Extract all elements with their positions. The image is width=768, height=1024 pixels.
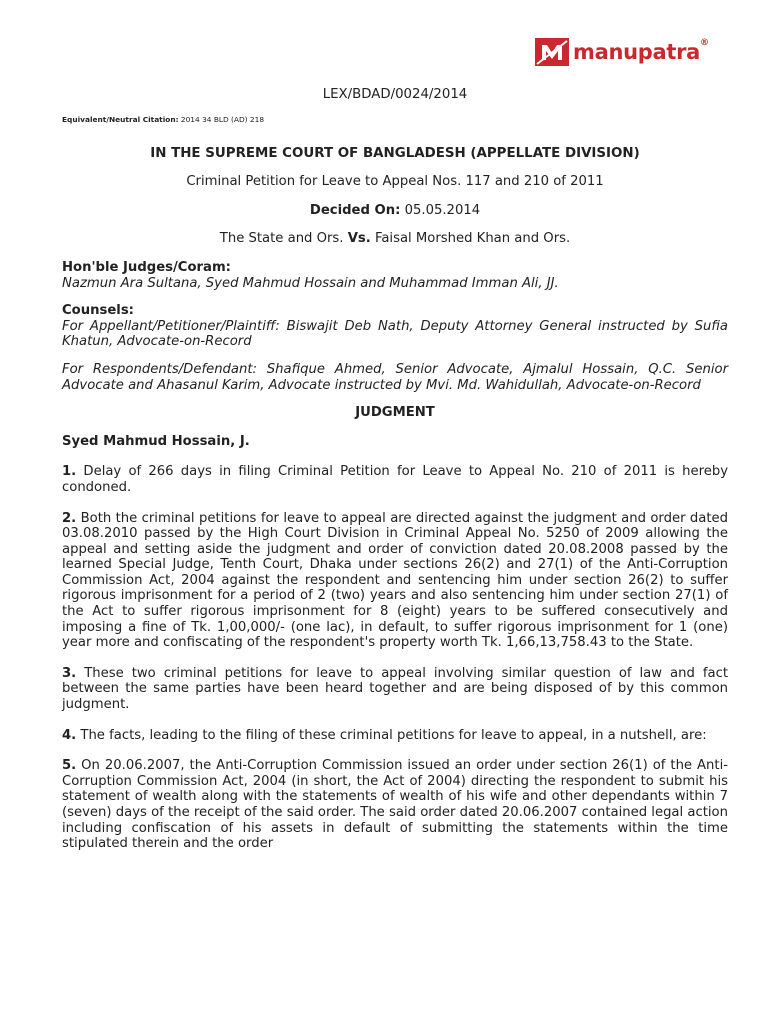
judgment-heading: JUDGMENT <box>355 405 435 421</box>
decided-on <box>62 203 728 219</box>
counsels-section <box>62 303 728 393</box>
judges-names: Nazmun Ara Sultana, Syed Mahmud Hossain and Muhammad Imman Ali, JJ. <box>62 275 559 291</box>
paragraph <box>62 511 728 651</box>
neutral-citation <box>62 115 728 125</box>
paragraph-text: Delay of 266 days in filing Criminal Petition for Leave to Appeal No. 210 of 2011 is hereby condoned. <box>62 464 728 495</box>
versus: Vs. <box>347 231 371 247</box>
paragraph-number: 5. <box>62 758 77 774</box>
court-title: IN THE SUPREME COURT OF BANGLADESH (APPELLATE DIVISION) <box>150 145 640 161</box>
paragraph-text: Both the criminal petitions for leave to appeal are directed against the judgment and order dated 03.08.2010 passed by the High Court Division in Criminal Appeal No. 5250 of 2009 allowing the appeal and setting aside the judgment and order of conviction dated 20.08.2008 passed by the learned Special Judge, Tenth Court, Dhaka under sections 26(2) and 27(1) of the Anti-Corruption Commission Act, 2004 against the respondent and sentencing him under section 26(2) to suffer rigorous imprisonment for a period of 2 (two) years and also sentencing him under section 27(1) of the Act to suffer rigorous imprisonment for 8 (eight) years to be suffered consecutively and imposing a fine of Tk. 1,00,000/- (one lac), in default, to suffer rigorous imprisonment for 1 (one) year more and confiscating of the respondent's property worth Tk. 1,66,13,758.43 to the State. <box>62 510 728 651</box>
paragraph-text: On 20.06.2007, the Anti-Corruption Commission issued an order under section 26(1) of the Anti-Corruption Commission Act, 2004 (in short, the Act of 2004) directing the respondent to submit his statement of wealth along with the statements of wealth of his wife and other dependants within 7 (seven) days of the receipt of the said order. The said order dated 20.06.2007 contained legal action including confiscation of his assets in default of submitting the statements within the time stipulated therein and the order <box>62 758 728 852</box>
paragraph <box>62 464 728 495</box>
document-reference: LEX/BDAD/0024/2014 <box>322 87 468 102</box>
registered-mark: ® <box>700 38 710 48</box>
decided-label: Decided On: <box>309 202 401 218</box>
case-parties <box>62 231 728 247</box>
paragraph-text: These two criminal petitions for leave to appeal involving similar question of law and fact between the same parties have been heard together and are being disposed of by this common judgment. <box>62 665 728 713</box>
petition-title: Criminal Petition for Leave to Appeal Nos. 117 and 210 of 2011 <box>186 174 604 190</box>
judges-section <box>62 260 728 291</box>
paragraph <box>62 758 728 852</box>
citation-value: 2014 34 BLD (AD) 218 <box>180 114 265 124</box>
paragraph-number: 2. <box>62 510 77 526</box>
counsels-heading: Counsels: <box>62 303 134 319</box>
judgment-document <box>62 87 728 852</box>
counsel-appellant: For Appellant/Petitioner/Plaintiff: Biswajit Deb Nath, Deputy Attorney General instructed by Sufia Khatun, Advocate-on-Record <box>62 318 728 350</box>
citation-label: Equivalent/Neutral Citation: <box>62 114 179 124</box>
paragraph-text: The facts, leading to the filing of these criminal petitions for leave to appeal, in a nutshell, are: <box>80 727 707 743</box>
manupatra-logo-icon <box>535 38 569 66</box>
counsel-respondent: For Respondents/Defendant: Shafique Ahmed, Senior Advocate, Ajmalul Hossain, Q.C. Senior Advocate and Ahasanul Karim, Advocate instructed by Mvi. Md. Wahidullah, Advocate-on-Record <box>62 361 728 393</box>
paragraph <box>62 666 728 713</box>
decided-date: 05.05.2014 <box>404 202 481 218</box>
party-appellant: The State and Ors. <box>219 231 344 247</box>
judges-heading: Hon'ble Judges/Coram: <box>62 259 231 275</box>
paragraph-number: 4. <box>62 727 77 743</box>
judgment-author: Syed Mahmud Hossain, J. <box>62 433 250 449</box>
paragraph <box>62 728 728 744</box>
logo-wordmark: manupatra <box>573 40 701 64</box>
party-respondent: Faisal Morshed Khan and Ors. <box>374 231 571 247</box>
paragraph-number: 3. <box>62 665 77 681</box>
paragraph-number: 1. <box>62 464 77 480</box>
manupatra-logo <box>535 36 730 68</box>
